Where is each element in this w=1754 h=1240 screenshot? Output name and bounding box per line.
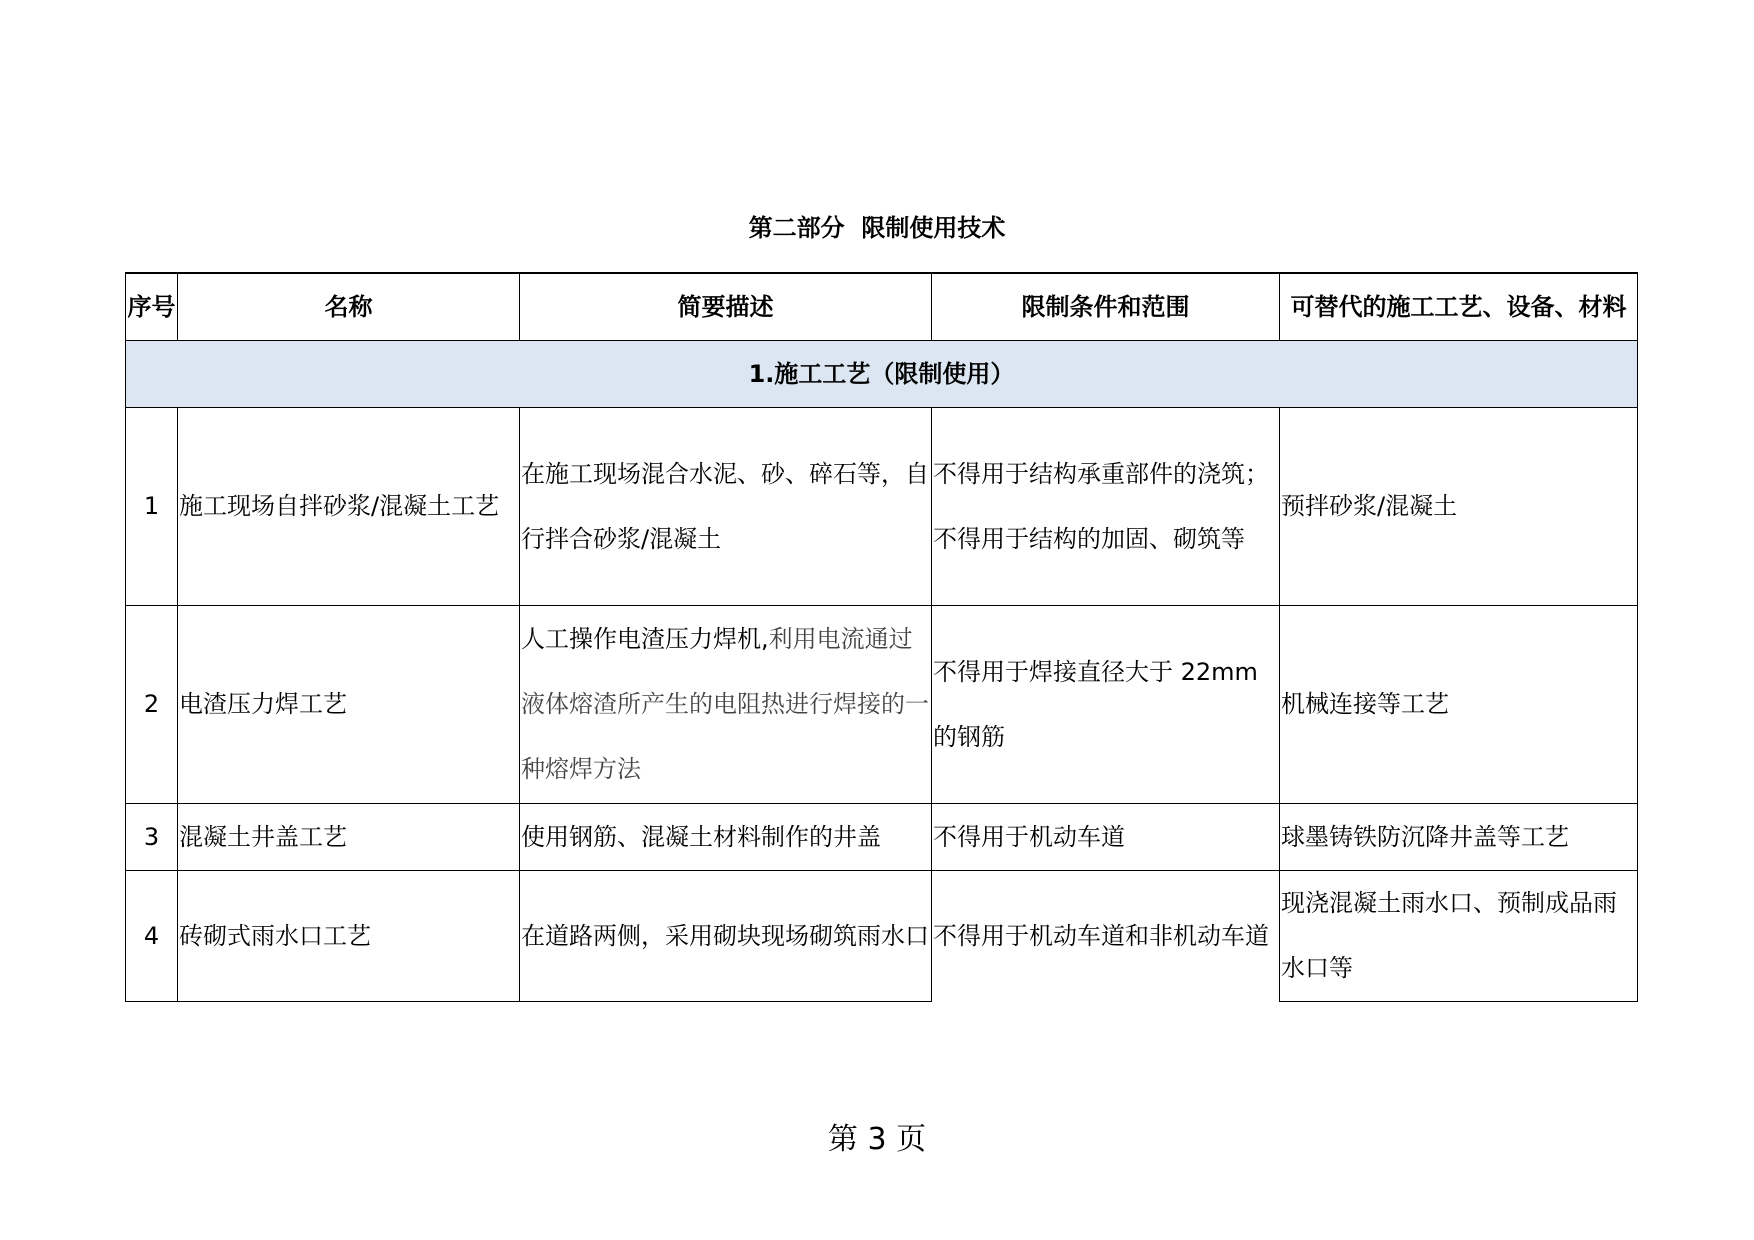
row-alternatives: 机械连接等工艺 (1280, 606, 1638, 804)
page-number: 第 3 页 (827, 1122, 927, 1157)
header-description: 简要描述 (520, 273, 932, 341)
table-header-row (126, 273, 1638, 341)
row-description (520, 871, 932, 1002)
table-row (126, 871, 1638, 1002)
header-name: 名称 (178, 273, 520, 341)
row-description (520, 804, 932, 871)
row-limits: 不得用于机动车道 (932, 804, 1280, 871)
row-alternatives: 现浇混凝土雨水口、预制成品雨水口等 (1280, 871, 1638, 1002)
row-description-text: 在道路两侧，采用砌块现场砌筑雨水口 (521, 921, 929, 950)
row-name: 混凝土井盖工艺 (178, 804, 520, 871)
table-row (126, 804, 1638, 871)
row-alternatives: 预拌砂浆/混凝土 (1280, 408, 1638, 606)
row-seq: 2 (126, 606, 178, 804)
row-seq: 1 (126, 408, 178, 606)
section-header-row (126, 341, 1638, 408)
page-title (0, 208, 1754, 248)
table-row (126, 408, 1638, 606)
row-limits: 不得用于机动车道和非机动车道 (932, 871, 1280, 1002)
page-title-text: 第二部分 限制使用技术 (748, 214, 1006, 242)
row-description-text: 使用钢筋、混凝土材料制作的井盖 (521, 822, 881, 851)
header-limits: 限制条件和范围 (932, 273, 1280, 341)
table-row (126, 606, 1638, 804)
row-description-text: 人工操作电渣压力焊机, (521, 625, 769, 653)
section-title: 1.施工工艺（限制使用） (126, 341, 1638, 408)
row-name: 砖砌式雨水口工艺 (178, 871, 520, 1002)
row-seq: 4 (126, 871, 178, 1002)
row-seq: 3 (126, 804, 178, 871)
row-alternatives: 球墨铸铁防沉降井盖等工艺 (1280, 804, 1638, 871)
row-description-text: 在施工现场混合水泥、砂、碎石等，自行拌合砂浆/混凝土 (521, 459, 929, 553)
header-seq: 序号 (126, 273, 178, 341)
row-name: 施工现场自拌砂浆/混凝土工艺 (178, 408, 520, 606)
row-limits: 不得用于焊接直径大于 22mm 的钢筋 (932, 606, 1280, 804)
row-description (520, 408, 932, 606)
row-name: 电渣压力焊工艺 (178, 606, 520, 804)
restricted-technology-table (125, 272, 1638, 1002)
row-limits: 不得用于结构承重部件的浇筑；不得用于结构的加固、砌筑等 (932, 408, 1280, 606)
header-alternatives: 可替代的施工工艺、设备、材料 (1280, 273, 1638, 341)
row-description (520, 606, 932, 804)
row-description-tail: 利用电流通过液体熔渣所产生的电阻热进行焊接的一种熔焊方法 (521, 625, 929, 783)
